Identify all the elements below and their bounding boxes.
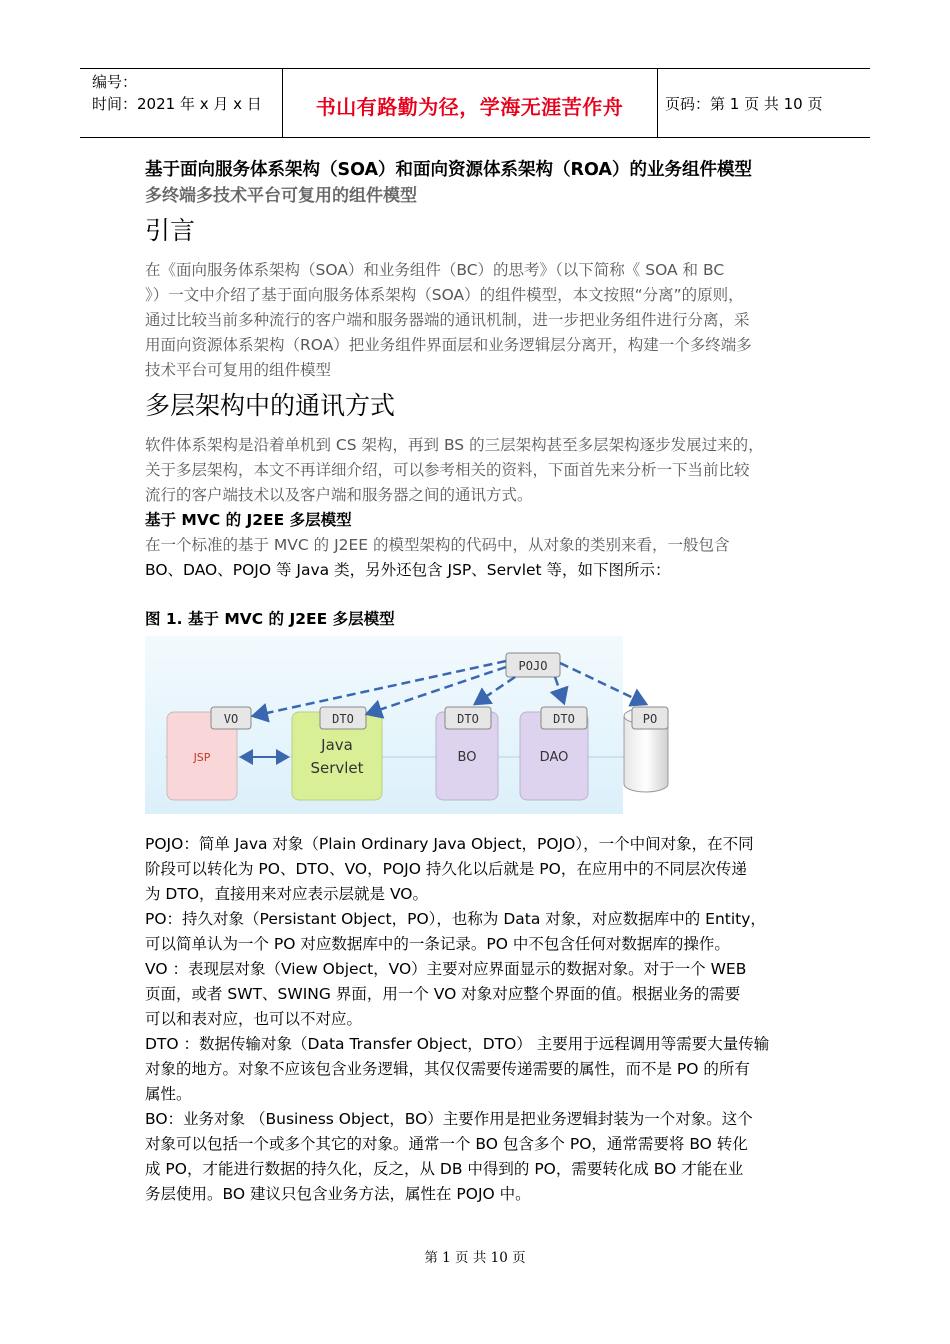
page-header — [80, 68, 870, 138]
paragraph-line: 在一个标准的基于 MVC 的 J2EE 的模型架构的代码中，从对象的类别来看，一般包含 — [145, 536, 730, 554]
servlet-label: Servlet — [310, 759, 364, 777]
paragraph-line: 成 PO，才能进行数据的持久化，反之，从 DB 中得到的 PO，需要转化成 BO 才能在业 — [145, 1160, 744, 1178]
paragraph-line: 对象可以包括一个或多个其它的对象。通常一个 BO 包含多个 PO，通常需要将 BO 转化 — [145, 1135, 748, 1153]
header-motto-cell — [282, 69, 658, 137]
paragraph-line: BO、DAO、POJO 等 Java 类，另外还包含 JSP、Servlet 等，如下图所示： — [145, 561, 671, 579]
java-label: Java — [321, 736, 353, 754]
serial-label: 编号： — [92, 73, 138, 91]
paragraph-line: 软件体系架构是沿着单机到 CS 架构，再到 BS 的三层架构甚至多层架构逐步发展过来的， — [145, 436, 764, 454]
paragraph-line: BO：业务对象 （Business Object，BO）主要作用是把业务逻辑封装为一个对象。这个 — [145, 1110, 753, 1128]
paragraph-line: 用面向资源体系架构（ROA）把业务组件界面层和业务逻辑层分离开，构建一个多终端多 — [145, 336, 752, 354]
paragraph-line: 可以简单认为一个 PO 对应数据库中的一条记录。PO 中不包含任何对数据库的操作。 — [145, 935, 730, 953]
paragraph-line: DTO ：数据传输对象（Data Transfer Object，DTO） 主要用于远程调用等需要大量传输 — [145, 1035, 770, 1053]
paragraph-line: 关于多层架构，本文不再详细介绍，可以参考相关的资料，下面首先来分析一下当前比较 — [145, 461, 750, 479]
paragraph-line: 通过比较当前多种流行的客户端和服务器端的通讯机制，进一步把业务组件进行分离，采 — [145, 311, 750, 329]
dao-label: DAO — [539, 750, 569, 765]
figure-caption: 图 1. 基于 MVC 的 J2EE 多层模型 — [145, 610, 395, 628]
doc-title: 基于面向服务体系架构（SOA）和面向资源体系架构（ROA）的业务组件模型 — [145, 160, 752, 180]
paragraph-line: VO ：表现层对象（View Object，VO）主要对应界面显示的数据对象。对于一个 WEB — [145, 960, 747, 978]
motto: 书山有路勤为径，学海无涯苦作舟 — [315, 95, 624, 119]
bo-label: BO — [457, 750, 477, 765]
vo-tag-label: VO — [223, 712, 239, 726]
paragraph-line: 流行的客户端技术以及客户端和服务器之间的通讯方式。 — [145, 486, 533, 504]
page-footer: 第 1 页 共 10 页 — [424, 1250, 526, 1266]
header-page-cell — [657, 69, 870, 137]
time-label: 时间：2021 年 x 月 x 日 — [92, 95, 262, 113]
paragraph-line: PO：持久对象（Persistant Object，PO），也称为 Data 对象，对应数据库中的 Entity， — [145, 910, 766, 928]
section-heading-intro: 引言 — [145, 216, 196, 245]
paragraph-line: POJO：简单 Java 对象（Plain Ordinary Java Object，POJO），一个中间对象，在不同 — [145, 835, 754, 853]
subsection-heading: 基于 MVC 的 J2EE 多层模型 — [145, 511, 352, 529]
paragraph-line: 为 DTO，直接用来对应表示层就是 VO。 — [145, 885, 428, 903]
section-heading-communication: 多层架构中的通讯方式 — [145, 391, 396, 420]
dto-tag-bo-label: DTO — [457, 712, 479, 726]
paragraph-line: 页面，或者 SWT、SWING 界面，用一个 VO 对象对应整个界面的值。根据业务的需要 — [145, 985, 741, 1003]
header-meta-cell — [80, 69, 283, 137]
paragraph-line: 阶段可以转化为 PO、DTO、VO，POJO 持久化以后就是 PO，在应用中的不同层次传递 — [145, 860, 747, 878]
paragraph-line: 技术平台可复用的组件模型 — [145, 361, 332, 379]
dto-tag-servlet-label: DTO — [332, 712, 354, 726]
page-info: 页码：第 1 页 共 10 页 — [665, 95, 823, 113]
paragraph-line: 在《面向服务体系架构（SOA）和业务组件（BC）的思考》（以下简称《 SOA 和 BC — [145, 261, 725, 279]
dto-tag-dao-label: DTO — [553, 712, 575, 726]
paragraph-line: 属性。 — [145, 1085, 192, 1103]
jsp-label: JSP — [193, 751, 211, 764]
mvc-j2ee-diagram — [145, 636, 690, 814]
doc-subtitle: 多终端多技术平台可复用的组件模型 — [145, 186, 417, 206]
paragraph-line: 对象的地方。对象不应该包含业务逻辑，其仅仅需要传递需要的属性，而不是 PO 的所有 — [145, 1060, 750, 1078]
paragraph-line: 可以和表对应，也可以不对应。 — [145, 1010, 363, 1028]
paragraph-line: 务层使用。BO 建议只包含业务方法，属性在 POJO 中。 — [145, 1185, 531, 1203]
pojo-tag-label: POJO — [518, 659, 548, 673]
paragraph-line: 》）一文中介绍了基于面向服务体系架构（SOA）的组件模型，本文按照“分离”的原则， — [145, 286, 744, 304]
po-tag-label: PO — [642, 712, 658, 726]
